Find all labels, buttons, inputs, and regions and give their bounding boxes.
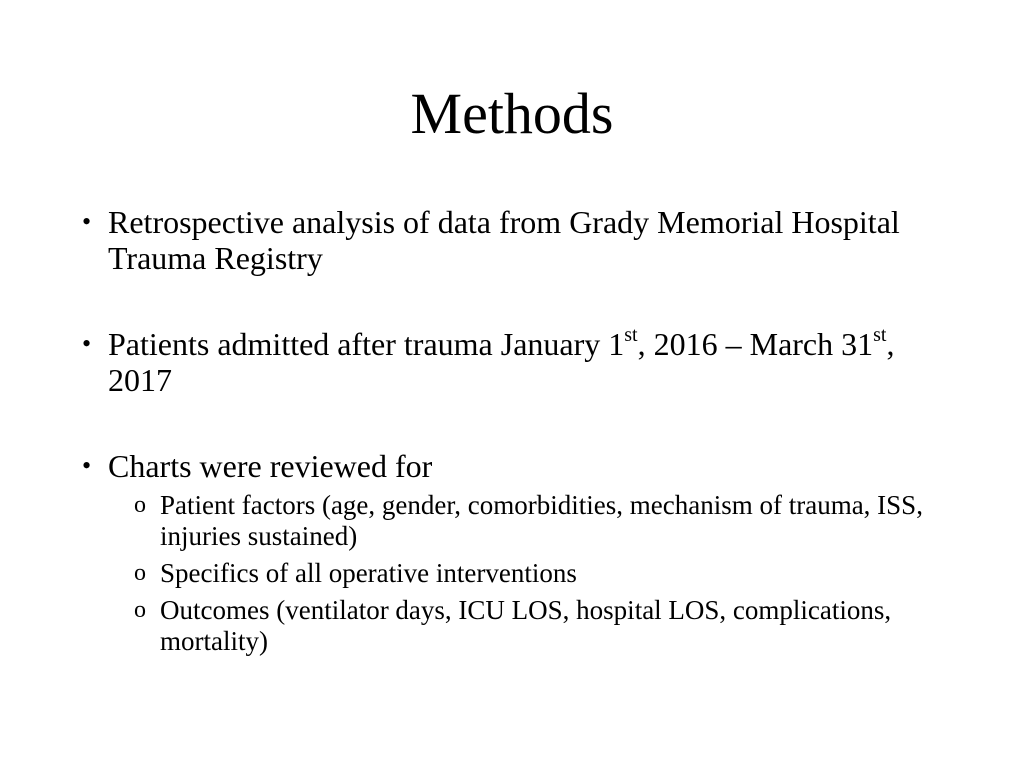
sub-bullet-list	[134, 490, 942, 657]
bullet-item-patients-admitted	[82, 326, 942, 398]
bullet-glyph: •	[82, 451, 92, 480]
bullet-item-charts-reviewed	[82, 448, 942, 657]
sub-bullet-text: Patient factors (age, gender, comorbidities, mechanism of trauma, ISS, injuries sustained)	[160, 490, 923, 551]
sub-bullet-text: Specifics of all operative interventions	[160, 558, 577, 588]
ordinal-suffix-1: st	[624, 324, 638, 347]
bullet-item-retrospective-analysis	[82, 204, 942, 276]
bullet-list	[82, 204, 942, 663]
sub-bullet-glyph: o	[134, 492, 146, 518]
bullet-text-part-1: Patients admitted after trauma January 1	[108, 326, 625, 362]
bullet-glyph: •	[82, 329, 92, 358]
bullet-text: Retrospective analysis of data from Grady Memorial Hospital Trauma Registry	[108, 204, 900, 276]
sub-bullet-operative-interventions	[134, 558, 942, 589]
sub-bullet-glyph: o	[134, 560, 146, 586]
sub-bullet-outcomes	[134, 595, 942, 657]
bullet-text-part-3: , 2017	[108, 326, 895, 398]
bullet-text: Charts were reviewed for	[108, 448, 433, 484]
slide-title: Methods	[410, 81, 614, 146]
bullet-text-part-2: , 2016 – March 31	[637, 326, 874, 362]
ordinal-suffix-2: st	[873, 324, 887, 347]
sub-bullet-patient-factors	[134, 490, 942, 552]
bullet-glyph: •	[82, 207, 92, 236]
sub-bullet-glyph: o	[134, 597, 146, 623]
sub-bullet-text: Outcomes (ventilator days, ICU LOS, hospital LOS, complications, mortality)	[160, 595, 892, 656]
